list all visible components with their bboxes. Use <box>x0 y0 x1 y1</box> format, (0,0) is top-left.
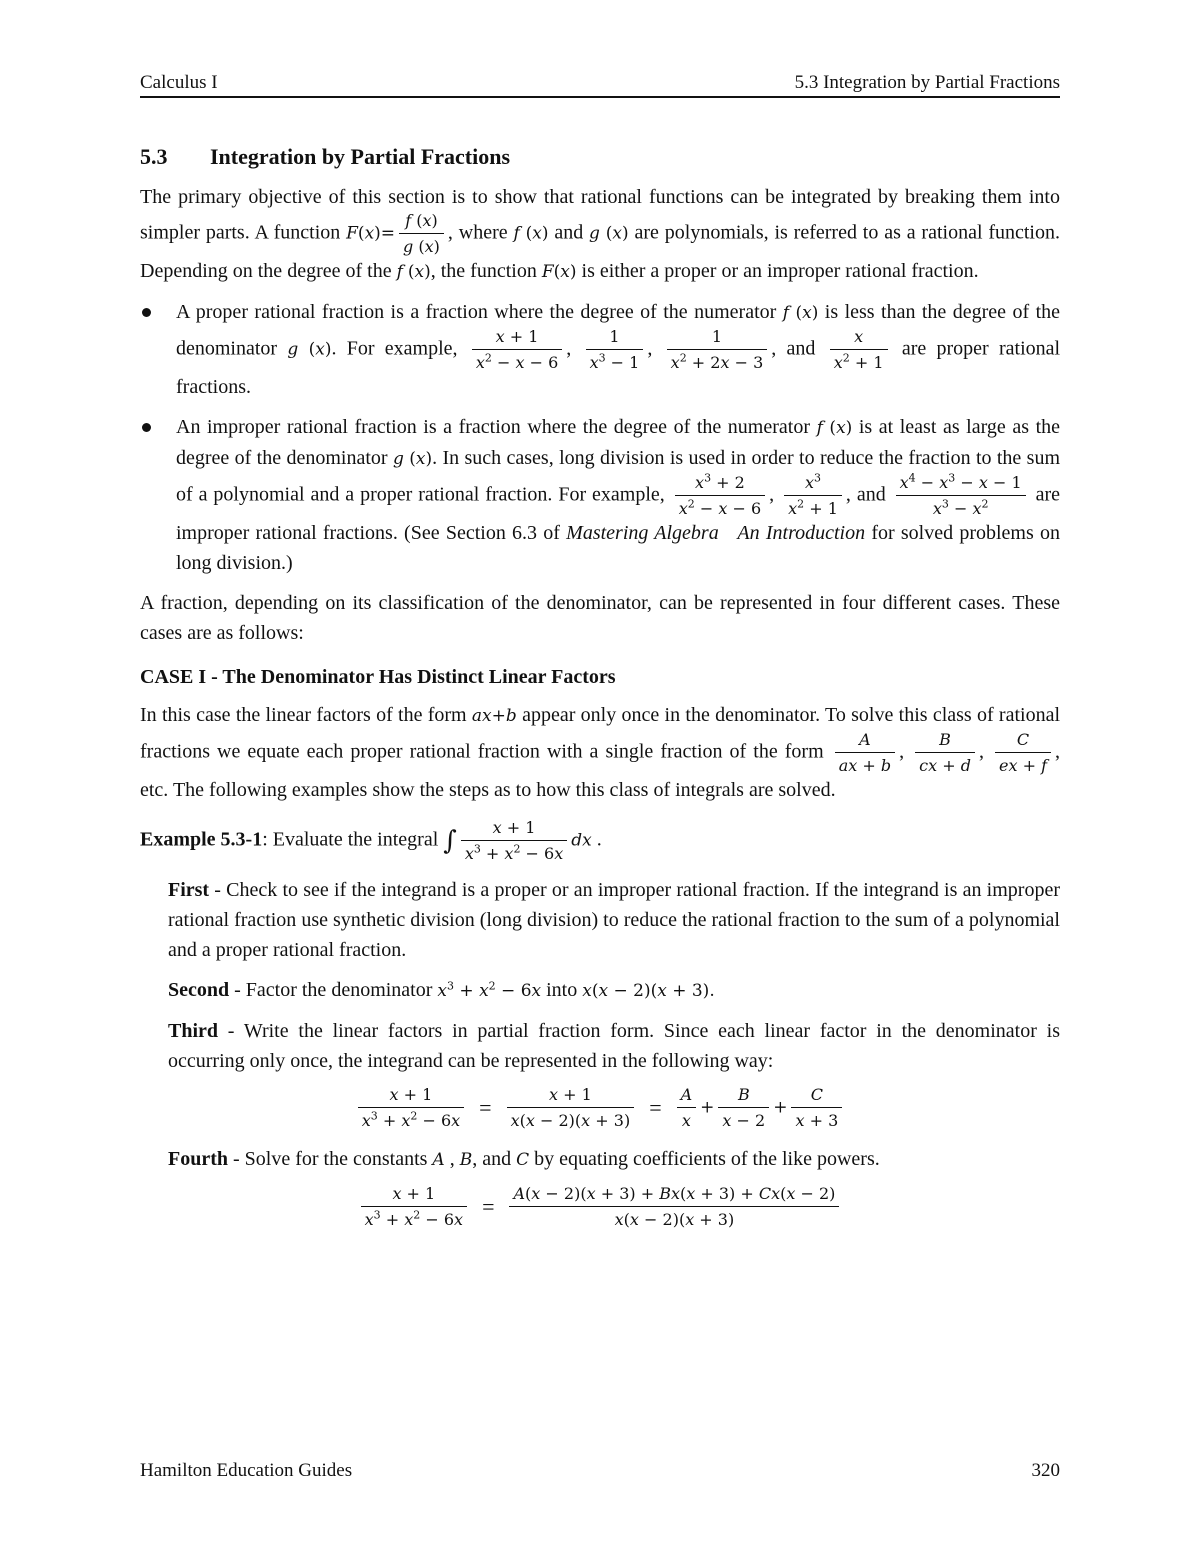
fraction-f-over-g: $\frac{f (x)}{g (x)}$ <box>399 212 444 256</box>
running-header <box>140 68 1060 98</box>
cases-intro: A fraction, depending on its classification of the denominator, can be represented in four different cases. These cases are as follows: <box>140 592 1060 644</box>
header-section: 5.3 Integration by Partial Fractions <box>794 72 1060 93</box>
list-item-proper-fraction: A proper rational fraction is a fraction where the degree of the numerator f (x) is less than the degree of the denominator g (x). For example, $\frac{x + 1}{x^2 - x - 6}$ , $\frac{1}{x^3 - 1}$ , $\frac{1}{x^2 + 2x - 3}$ , and $\frac{x}{x^2 + 1}$ are proper rational fractions. <box>140 297 1060 402</box>
step-second: Second - Factor the denominator $x^3 + x^2 - 6x$ into x(x − 2)(x + 3). <box>168 979 715 1001</box>
page-number: 320 <box>1031 1460 1060 1481</box>
book-title: Mastering Algebra <box>566 522 719 544</box>
list-item-improper-fraction: An improper rational fraction is a fraction where the degree of the numerator f (x) is at least as large as the degree of the denominator g (x). In such cases, long division is used in order to reduce the fraction to the sum of a polynomial and a proper rational fraction. For example, $\frac{x^3 + 2}{x^2 - x - 6}$ , $\frac{x^3}{x^2 + 1}$ , and $\frac{x^4 - x^3 - x - 1}{x^3 - x^2}$ are improper rational fractions. (See Section 6.3 of Mastering Algebra An Introduction for solved problems on long division.) <box>140 412 1060 578</box>
case-1-paragraph: In this case the linear factors of the form ax+b appear only once in the denominator. To solve this class of rational fractions we equate each proper rational fraction with a single fraction of the form $\frac{A}{ax + b}$ , $\frac{B}{cx + d}$ , $\frac{C}{ex + f}$ , etc. The following examples show the steps as to how this class of integrals are solved. <box>140 704 1061 801</box>
step-first: First - Check to see if the integrand is a proper or an improper rational fraction. If the integrand is an improper rational fraction use synthetic division (long division) to reduce the rational fraction to the sum of a polynomial and a proper rational fraction. <box>168 879 1060 961</box>
section-title: 5.3 Integration by Partial Fractions <box>140 144 511 169</box>
step-third: Third - Write the linear factors in partial fraction form. Since each linear factor in the denominator is occurring only once, the integrand can be represented in the following way: <box>168 1020 1060 1072</box>
case-1-title: CASE I - The Denominator Has Distinct Linear Factors <box>140 666 616 688</box>
coefficient-equation: $\frac{x + 1}{x^3 + x^2 - 6x}$ = $\frac{A(x - 2)(x + 3) + Bx(x + 3) + Cx(x - 2)}{x(x - 2)(x + 3)}$ <box>140 1185 1060 1229</box>
header-course: Calculus I <box>140 72 218 93</box>
partial-fraction-equation: $\frac{x + 1}{x^3 + x^2 - 6x}$ = $\frac{x + 1}{x(x - 2)(x + 3)}$ = $\frac{A}{x}$ + $\frac{B}{x - 2}$ + $\frac{C}{x + 3}$ <box>140 1086 1060 1130</box>
fraction-types-list <box>140 297 1060 578</box>
example-5-3-1: Example 5.3-1: Evaluate the integral ∫ $\frac{x + 1}{x^3 + x^2 - 6x}$ dx . <box>140 818 602 863</box>
example-label: Example 5.3-1 <box>140 828 263 851</box>
step-fourth: Fourth - Solve for the constants A , B, and C by equating coefficients of the like powers. <box>168 1148 880 1170</box>
integral-sign: ∫ <box>443 826 457 856</box>
page-content <box>140 142 1060 1243</box>
intro-paragraph: The primary objective of this section is to show that rational functions can be integrated by breaking them into simpler parts. A function F(x)= $\frac{f (x)}{g (x)}$ , where f (x) and g (x) are polynomials, is referred to as a rational function. Depending on the degree of the f (x), the function F(x) is either a proper or an improper rational fraction. <box>140 186 1060 282</box>
footer-publisher: Hamilton Education Guides <box>140 1460 353 1481</box>
math-F-of-x: F <box>346 223 358 244</box>
running-footer <box>140 1460 1060 1482</box>
book-subtitle: An Introduction <box>737 522 866 544</box>
